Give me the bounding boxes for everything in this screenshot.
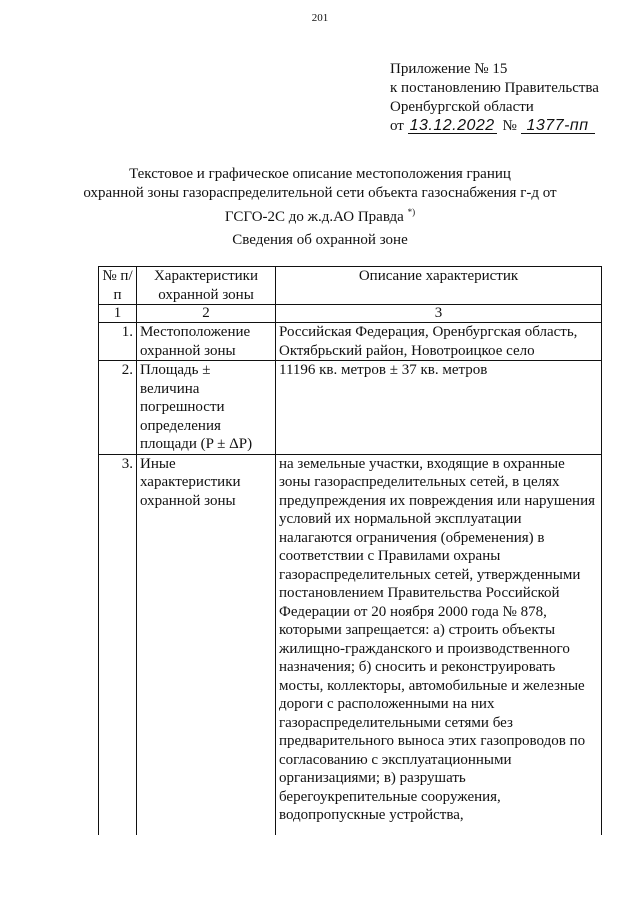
number-sign: №: [502, 118, 517, 134]
appendix-block: [390, 60, 599, 136]
appendix-title: Приложение № 15: [390, 61, 508, 77]
column-number-row: [99, 305, 602, 323]
handwritten-date: 13.12.2022: [409, 117, 495, 134]
appendix-line-2: к постановлению Правительства: [390, 80, 599, 96]
title-line-3-text: ГСГО-2С до ж.д.АО Правда: [224, 209, 404, 225]
row-description: Российская Федерация, Оренбургская область, Октябрьский район, Новотроицкое село: [276, 323, 602, 361]
title-line-1: Текстовое и графическое описание местоположения границ: [129, 166, 511, 182]
footnote-mark: *): [407, 207, 416, 217]
title-line-2: охранной зоны газораспределительной сети объекта газоснабжения г-д от: [83, 185, 557, 201]
zone-info-table: [98, 266, 602, 835]
appendix-date-line: [390, 117, 599, 136]
header-characteristic: Характеристики охранной зоны: [137, 267, 276, 305]
column-number-1: 1: [99, 305, 137, 323]
row-description: 11196 кв. метров ± 37 кв. метров: [276, 361, 602, 455]
row-description: на земельные участки, входящие в охранные зоны газораспределительных сетей, в целях предупреждения их повреждения или нарушения условий их нормальной эксплуатации налагаются ограничения (обременения) в соответствии с Правилами охраны газораспределительных сетей, утвержденными постановлением Правительства Российской Федерации от 20 ноября 2000 года № 878, которыми запрещается: а) строить объекты жилищно-гражданского и производственного назначения; б) сносить и реконструировать мосты, коллекторы, автомобильные и железные дороги с расположенными на них газораспределительными сетями без предварительного выноса этих газопроводов по согласованию с эксплуатационными организациями; в) разрушать берегоукрепительные сооружения, водопропускные устройства,: [276, 454, 602, 835]
document-title: [0, 165, 640, 227]
row-number: 3.: [99, 454, 137, 835]
header-number: № п/п: [99, 267, 137, 305]
handwritten-number: 1377-пп: [521, 118, 595, 134]
column-number-2: 2: [137, 305, 276, 323]
header-description: Описание характеристик: [276, 267, 602, 305]
table-header-row: [99, 267, 602, 305]
from-prefix: от: [390, 118, 404, 134]
row-characteristic: Иные характеристики охранной зоны: [137, 454, 276, 835]
title-line-3: [0, 203, 640, 227]
appendix-line-3: Оренбургской области: [390, 99, 534, 115]
row-number: 1.: [99, 323, 137, 361]
row-number: 2.: [99, 361, 137, 455]
table-row: [99, 454, 602, 835]
table-row: [99, 323, 602, 361]
row-characteristic: Местоположение охранной зоны: [137, 323, 276, 361]
row-characteristic: Площадь ± величина погрешности определения площади (P ± ΔP): [137, 361, 276, 455]
column-number-3: 3: [276, 305, 602, 323]
table-row: [99, 361, 602, 455]
section-title: Сведения об охранной зоне: [232, 232, 408, 248]
page-number: 201: [311, 12, 329, 24]
